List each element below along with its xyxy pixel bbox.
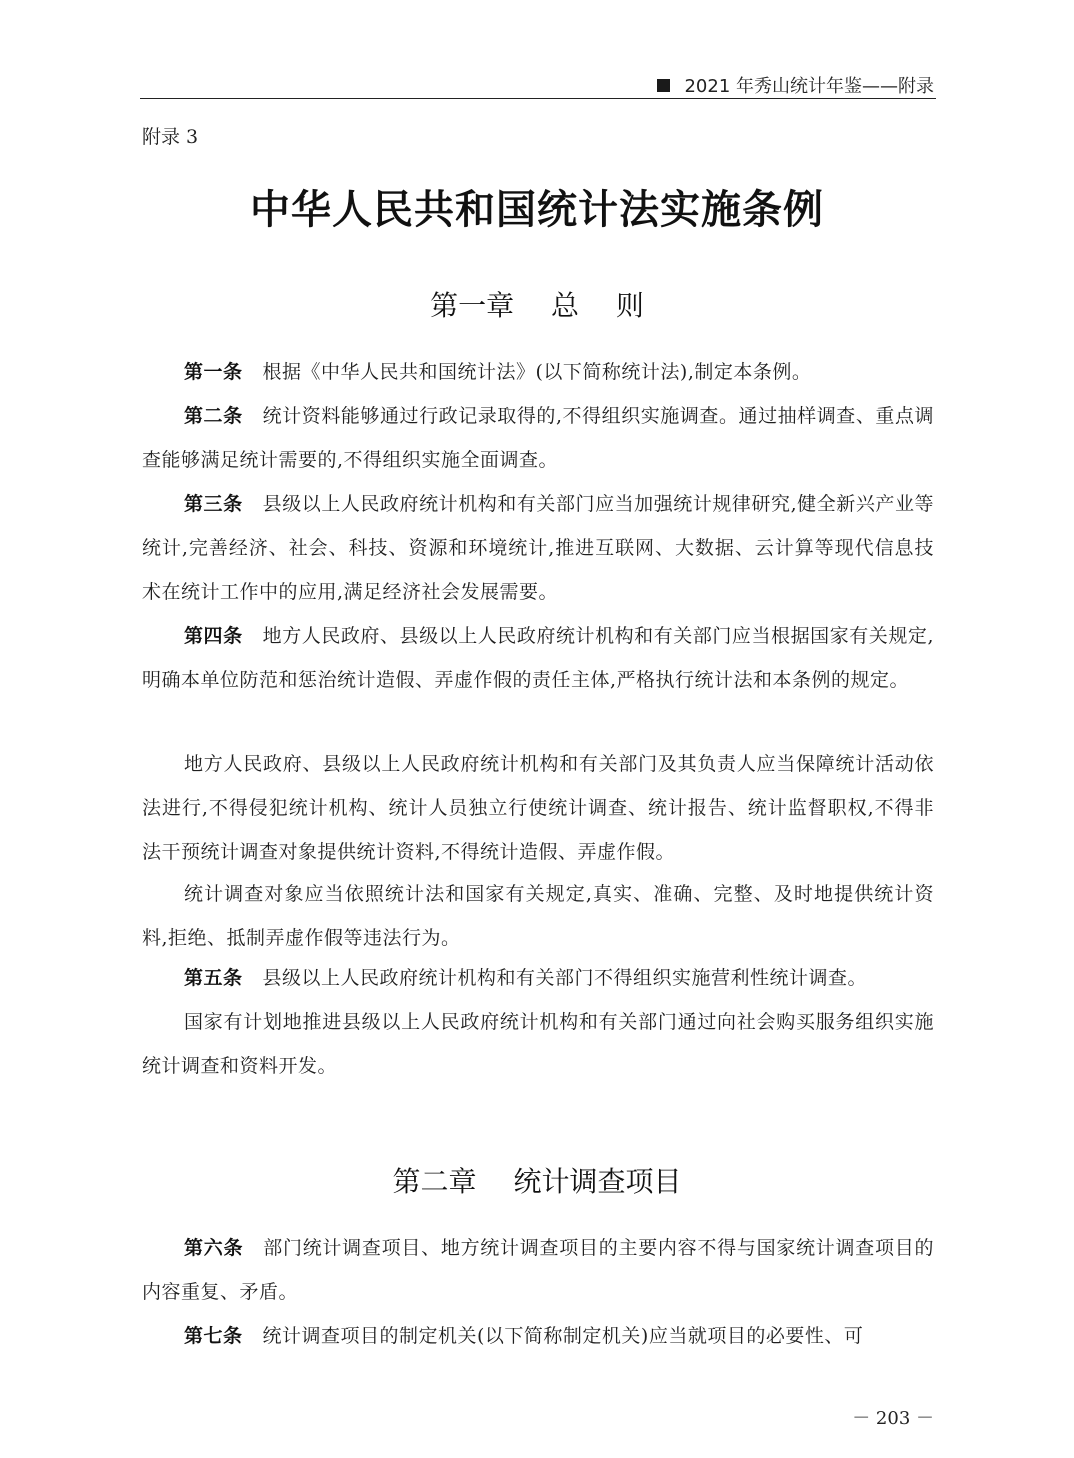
paragraph-article-6 xyxy=(142,1226,934,1314)
article-label: 第七条 xyxy=(184,1325,243,1347)
paragraph-article-2 xyxy=(142,394,934,482)
paragraph-text: 国家有计划地推进县级以上人民政府统计机构和有关部门通过向社会购买服务组织实施统计调查和资料开发。 xyxy=(142,1011,934,1077)
page-number: － 203 － xyxy=(852,1408,934,1429)
document-title: 中华人民共和国统计法实施条例 xyxy=(250,186,824,233)
paragraph-article-4 xyxy=(142,614,934,702)
paragraph-article-5-b xyxy=(142,1000,934,1088)
article-label: 第五条 xyxy=(184,967,243,989)
page-header xyxy=(140,62,936,99)
paragraph-article-7 xyxy=(142,1314,934,1358)
paragraph-text: 统计资料能够通过行政记录取得的,不得组织实施调查。通过抽样调查、重点调查能够满足统计需要的,不得组织实施全面调查。 xyxy=(142,405,934,471)
chapter-heading-2: 第二章 统计调查项目 xyxy=(392,1165,682,1198)
header-text: 2021 年秀山统计年鉴——附录 xyxy=(684,76,934,97)
article-label: 第一条 xyxy=(184,361,243,383)
article-label: 第二条 xyxy=(184,405,243,427)
paragraph-text: 统计调查项目的制定机关(以下简称制定机关)应当就项目的必要性、可 xyxy=(262,1325,864,1347)
article-label: 第四条 xyxy=(184,625,243,647)
paragraph-text: 统计调查对象应当依照统计法和国家有关规定,真实、准确、完整、及时地提供统计资料,拒绝、抵制弄虚作假等违法行为。 xyxy=(142,883,934,949)
paragraph-text: 根据《中华人民共和国统计法》(以下简称统计法),制定本条例。 xyxy=(262,361,812,383)
paragraph-text: 县级以上人民政府统计机构和有关部门应当加强统计规律研究,健全新兴产业等统计,完善经济、社会、科技、资源和环境统计,推进互联网、大数据、云计算等现代信息技术在统计工作中的应用,满足经济社会发展需要。 xyxy=(142,493,934,603)
appendix-label: 附录 3 xyxy=(142,126,199,148)
article-label: 第三条 xyxy=(184,493,243,515)
paragraph-text: 部门统计调查项目、地方统计调查项目的主要内容不得与国家统计调查项目的内容重复、矛盾。 xyxy=(142,1237,934,1303)
header-title xyxy=(657,72,934,98)
article-label: 第六条 xyxy=(184,1237,244,1259)
square-bullet-icon xyxy=(657,79,670,92)
paragraph-article-3 xyxy=(142,482,934,614)
paragraph-article-1 xyxy=(142,350,934,394)
paragraph-article-4-c xyxy=(142,872,934,960)
paragraph-text: 地方人民政府、县级以上人民政府统计机构和有关部门及其负责人应当保障统计活动依法进行,不得侵犯统计机构、统计人员独立行使统计调查、统计报告、统计监督职权,不得非法干预统计调查对象提供统计资料,不得统计造假、弄虚作假。 xyxy=(142,753,934,863)
paragraph-article-4-b xyxy=(142,742,934,874)
paragraph-text: 县级以上人民政府统计机构和有关部门不得组织实施营利性统计调查。 xyxy=(262,967,868,989)
chapter-heading-1: 第一章 总 则 xyxy=(430,289,644,322)
paragraph-article-5 xyxy=(142,956,934,1000)
paragraph-text: 地方人民政府、县级以上人民政府统计机构和有关部门应当根据国家有关规定,明确本单位防范和惩治统计造假、弄虚作假的责任主体,严格执行统计法和本条例的规定。 xyxy=(142,625,934,691)
